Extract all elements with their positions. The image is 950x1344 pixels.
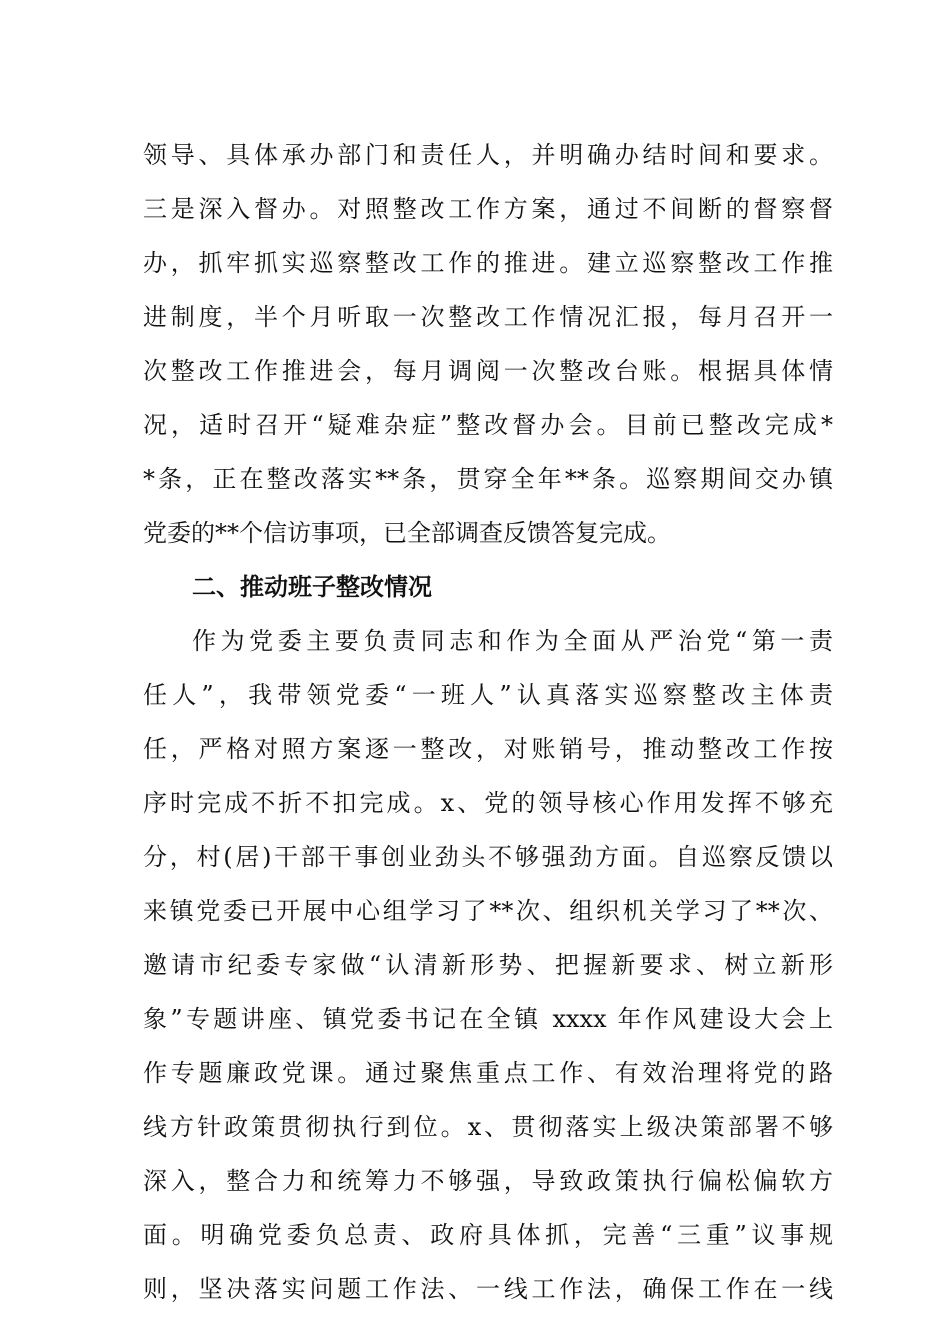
paragraph-line: 办，抓牢抓实巡察整改工作的推进。建立巡察整改工作推 [143, 249, 833, 277]
paragraph-line: 党委的**个信访事项，已全部调查反馈答复完成。 [143, 519, 671, 547]
paragraph-line: 线方针政策贯彻执行到位。x、贯彻落实上级决策部署不够 [143, 1113, 833, 1141]
paragraph-line: 进制度，半个月听取一次整改工作情况汇报，每月召开一 [143, 303, 833, 331]
paragraph-line: 三是深入督办。对照整改工作方案，通过不间断的督察督 [143, 195, 833, 223]
section-heading: 二、推动班子整改情况 [192, 573, 432, 601]
paragraph-line: 作专题廉政党课。通过聚焦重点工作、有效治理将党的路 [143, 1059, 833, 1087]
paragraph-line: 任，严格对照方案逐一整改，对账销号，推动整改工作按 [143, 735, 833, 763]
paragraph-line: 邀请市纪委专家做“认清新形势、把握新要求、树立新形 [143, 951, 833, 979]
paragraph-line: 深入，整合力和统筹力不够强，导致政策执行偏松偏软方 [143, 1167, 833, 1195]
paragraph-line: 领导、具体承办部门和责任人，并明确办结时间和要求。 [143, 141, 833, 169]
document-body [143, 128, 833, 1316]
paragraph-line: 面。明确党委负总责、政府具体抓，完善“三重”议事规 [143, 1221, 833, 1249]
paragraph-line: 分，村(居)干部干事创业劲头不够强劲方面。自巡察反馈以 [143, 843, 833, 871]
paragraph-line: 序时完成不折不扣完成。x、党的领导核心作用发挥不够充 [143, 789, 833, 817]
paragraph-line: 作为党委主要负责同志和作为全面从严治党“第一责 [192, 627, 833, 655]
paragraph-line: 来镇党委已开展中心组学习了**次、组织机关学习了**次、 [143, 897, 833, 925]
paragraph-line: 次整改工作推进会，每月调阅一次整改台账。根据具体情 [143, 357, 833, 385]
paragraph-line: *条，正在整改落实**条，贯穿全年**条。巡察期间交办镇 [143, 465, 833, 493]
paragraph-line: 象”专题讲座、镇党委书记在全镇 xxxx 年作风建设大会上 [143, 1005, 833, 1033]
paragraph-line: 况，适时召开“疑难杂症”整改督办会。目前已整改完成* [143, 411, 833, 439]
paragraph-line: 任人”，我带领党委“一班人”认真落实巡察整改主体责 [143, 681, 833, 709]
paragraph-line: 则，坚决落实问题工作法、一线工作法，确保工作在一线 [143, 1275, 833, 1303]
